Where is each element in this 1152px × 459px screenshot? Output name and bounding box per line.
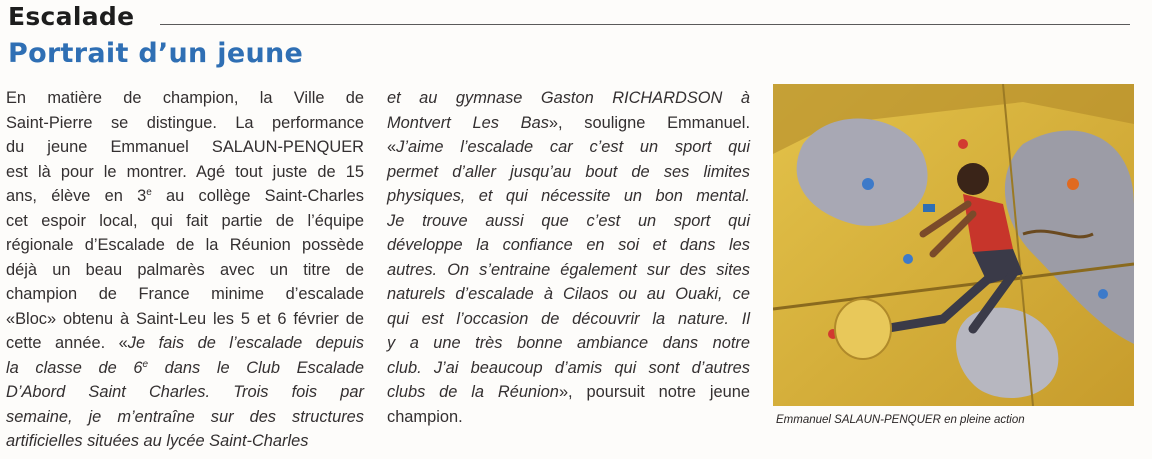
text-line: [387, 209, 750, 234]
text-line: [387, 160, 750, 185]
text-line: [6, 282, 364, 307]
text-line: [387, 258, 750, 283]
climber-photo: [773, 84, 1134, 406]
italic-run: physiques, et qui nécessite un bon mental.: [387, 187, 750, 205]
text-line: [387, 405, 750, 430]
text-line: [6, 209, 364, 234]
text-line: [387, 86, 750, 111]
italic-run: la classe de 6: [6, 358, 143, 377]
text-run: déjà un beau palmarès avec un titre de: [6, 260, 364, 279]
text-line: [6, 111, 364, 136]
article-headline: Portrait d’un jeune: [8, 38, 304, 69]
text-line: [6, 135, 364, 160]
text-line: [6, 160, 364, 185]
italic-run: Je trouve aussi que c’est un sport qui: [387, 211, 750, 230]
text-line: [387, 282, 750, 307]
text-line: [6, 356, 364, 381]
text-line: [6, 233, 364, 258]
text-run: du jeune Emmanuel SALAUN-PENQUER: [6, 138, 364, 156]
text-line: [6, 307, 364, 332]
text-line: [6, 331, 364, 356]
text-run: ans, élève en 3: [6, 187, 147, 205]
italic-run: Je fais de l’escalade depuis: [127, 334, 364, 352]
italic-run: clubs de la Réunion: [387, 383, 559, 401]
text-run: cette année. «: [6, 334, 128, 352]
italic-run: qui est l’occasion de découvrir la nature. Il: [387, 309, 750, 328]
article-column-1: [6, 86, 364, 454]
superscript: e: [146, 187, 152, 198]
italic-run: dans le Club Escalade: [148, 358, 364, 377]
text-line: [387, 184, 750, 209]
italic-run: club. J’ai beaucoup d’amis qui sont d’autres: [387, 358, 750, 377]
italic-run: artificielles situées au lycée Saint-Charles: [6, 432, 309, 450]
text-line: [387, 331, 750, 356]
photo-caption: Emmanuel SALAUN-PENQUER en pleine action: [776, 414, 1025, 426]
italic-run: naturels d’escalade à Cilaos ou au Ouaki, ce: [387, 285, 750, 303]
italic-run: D’Abord Saint Charles. Trois fois par: [6, 383, 364, 401]
text-run: champion de France minime d’escalade: [6, 285, 364, 303]
text-run: est là pour le montrer. Agé tout juste de 15: [6, 162, 364, 181]
italic-run: Montvert Les Bas: [387, 113, 549, 132]
text-line: [387, 356, 750, 381]
italic-run: semaine, je m’entraîne sur des structures: [6, 407, 364, 426]
text-line: [387, 111, 750, 136]
text-run: », souligne Emmanuel.: [548, 113, 750, 132]
text-run: régionale d’Escalade de la Réunion possède: [6, 236, 364, 254]
superscript: e: [142, 358, 149, 370]
italic-run: et au gymnase Gaston RICHARDSON à: [387, 89, 750, 107]
italic-run: J’aime l’escalade car c’est un sport qui: [396, 138, 750, 156]
italic-run: autres. On s’entraine également sur des sites: [387, 260, 750, 279]
text-line: [6, 429, 364, 454]
text-line: [6, 258, 364, 283]
text-run: «: [387, 138, 397, 156]
text-line: [387, 233, 750, 258]
title-rule: [160, 24, 1130, 25]
text-run: «Bloc» obtenu à Saint-Leu les 5 et 6 février de: [6, 309, 364, 328]
text-line: [6, 380, 364, 405]
text-line: [387, 307, 750, 332]
text-run: champion.: [387, 407, 463, 426]
text-run: », poursuit notre jeune: [558, 383, 750, 401]
text-run: au collège Saint-Charles: [151, 187, 364, 205]
italic-run: développe la confiance en soi et dans les: [387, 236, 750, 254]
section-title: Escalade: [8, 2, 135, 31]
italic-run: y a une très bonne ambiance dans notre: [387, 334, 750, 352]
text-run: cet espoir local, qui fait partie de l’équipe: [6, 211, 364, 230]
article-column-2: [387, 86, 750, 429]
text-line: [6, 86, 364, 111]
text-line: [6, 405, 364, 430]
text-line: [387, 380, 750, 405]
text-run: Saint-Pierre se distingue. La performance: [6, 113, 364, 132]
text-line: [387, 135, 750, 160]
text-run: En matière de champion, la Ville de: [6, 89, 364, 107]
text-line: [6, 184, 364, 209]
italic-run: permet d’aller jusqu’au bout de ses limites: [387, 162, 750, 181]
